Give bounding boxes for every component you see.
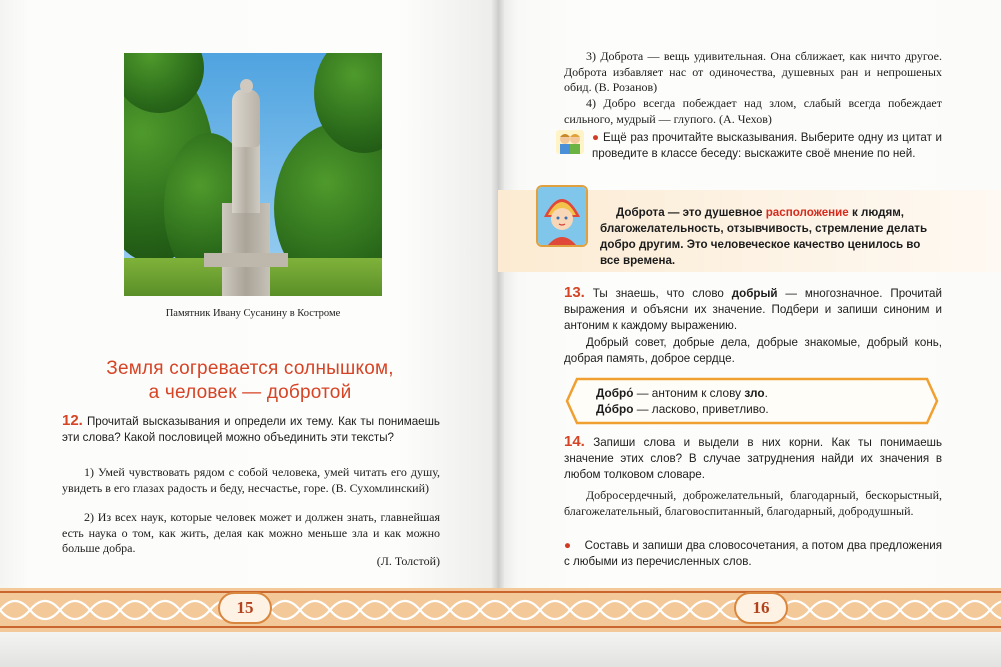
word-meaning-text <box>596 385 769 417</box>
meaning-1-prefix: — антоним к слову <box>636 386 742 400</box>
meaning-line-2 <box>596 401 769 417</box>
task-13-examples: Добрый совет, добрые дела, добрые знакомые, добрый конь, добрая память, доброе сердце. <box>564 336 942 365</box>
quote-4: 4) Добро всегда побеждает над злом, слабый всегда побеждает сильного, мудрый — глупого. (А. Чехов) <box>564 96 942 126</box>
rule-part1: Доброта — это душевное <box>616 206 763 219</box>
quote-1: 1) Умей чувствовать рядом с собой человека, умей читать его душу, увидеть в его глазах радость и беду, несчастье, горе. (В. Сухомлинский) <box>62 465 440 495</box>
task-13-bold-word: добрый <box>731 287 778 300</box>
group-work-icon <box>556 130 584 154</box>
quote-2: 2) Из всех наук, которые человек может и должен знать, главнейшая есть наука о том, как жить, делая как можно меньше зла и как можно больше добра. <box>62 510 440 555</box>
task-12-text: Прочитай высказывания и определи их тему. Как ты понимаешь эти слова? Какой пословицей можно объединить эти тексты? <box>62 415 440 444</box>
task-13-text-before: Ты знаешь, что слово <box>592 287 724 300</box>
task-14-extra <box>564 538 942 570</box>
lesson-heading-line2: а человек — добротой <box>148 382 352 403</box>
lesson-heading <box>40 357 460 405</box>
photo-caption: Памятник Ивану Сусанину в Костроме <box>165 308 341 319</box>
task-14 <box>564 434 942 483</box>
task-14-text: Запиши слова и выдели в них корни. Как ты понимаешь значение этих слов? В случае затруднения найди их значения в любом толковом словаре. <box>564 436 942 481</box>
task-12 <box>62 413 440 446</box>
girl-kokoshnik-icon <box>536 185 588 247</box>
book-gutter <box>492 0 504 667</box>
page-number-left: 15 <box>218 592 272 624</box>
rule-part2: к людям, благожелательность, отзывчивость, стремление делать добро другим. Это человеческое качество ценилось во все времена. <box>600 206 928 267</box>
task-14-number: 14. <box>564 433 585 450</box>
group-task-text: Ещё раз прочитайте высказывания. Выберите одну из цитат и проведите в классе беседу: выскажите своё мнение по ней. <box>592 131 942 160</box>
lesson-heading-line1: Земля согревается солнышком, <box>106 358 394 379</box>
task-14-words: Добросердечный, доброжелательный, благодарный, бескорыстный, благожелательный, благовоспитанный, благодарный, добродушный. <box>564 488 942 518</box>
quote-2-author: (Л. Толстой) <box>376 554 440 568</box>
task-13-number: 13. <box>564 284 585 301</box>
group-task-bullet: ● <box>592 131 600 144</box>
task-14-bullet: ● <box>564 539 572 552</box>
word-dobro-stress2: До́бро <box>596 402 634 416</box>
left-page <box>0 0 498 667</box>
page-number-right: 16 <box>734 592 788 624</box>
susanin-monument-photo <box>124 53 382 296</box>
word-dobro-stress1: Добро́ <box>596 386 634 400</box>
meaning-1-end: . <box>764 386 768 400</box>
rule-definition <box>600 205 940 269</box>
task-13-text-after: — многозначное. Прочитай выражения и объясни их значение. Подбери и запиши синоним и антоним к каждому выражению. <box>564 287 942 332</box>
meaning-2: — ласково, приветливо. <box>636 402 769 416</box>
rule-highlight-word: расположение <box>765 206 849 219</box>
page-bottom-margin <box>0 632 1001 667</box>
word-zlo: зло <box>744 386 765 400</box>
task-12-number: 12. <box>62 412 83 429</box>
task-13 <box>564 285 942 334</box>
meaning-line-1 <box>596 385 769 401</box>
group-task <box>592 130 942 162</box>
quote-3: 3) Доброта — вещь удивительная. Она сближает, как ничто другое. Доброта избавляет нас от одиночества, душевных ран и непрошеных обид. (В. Розанов) <box>564 49 942 94</box>
footer-ornament-band <box>0 588 1001 632</box>
task-14-extra-text: Составь и запиши два словосочетания, а потом два предложения с любыми из перечисленных слов. <box>564 539 942 568</box>
